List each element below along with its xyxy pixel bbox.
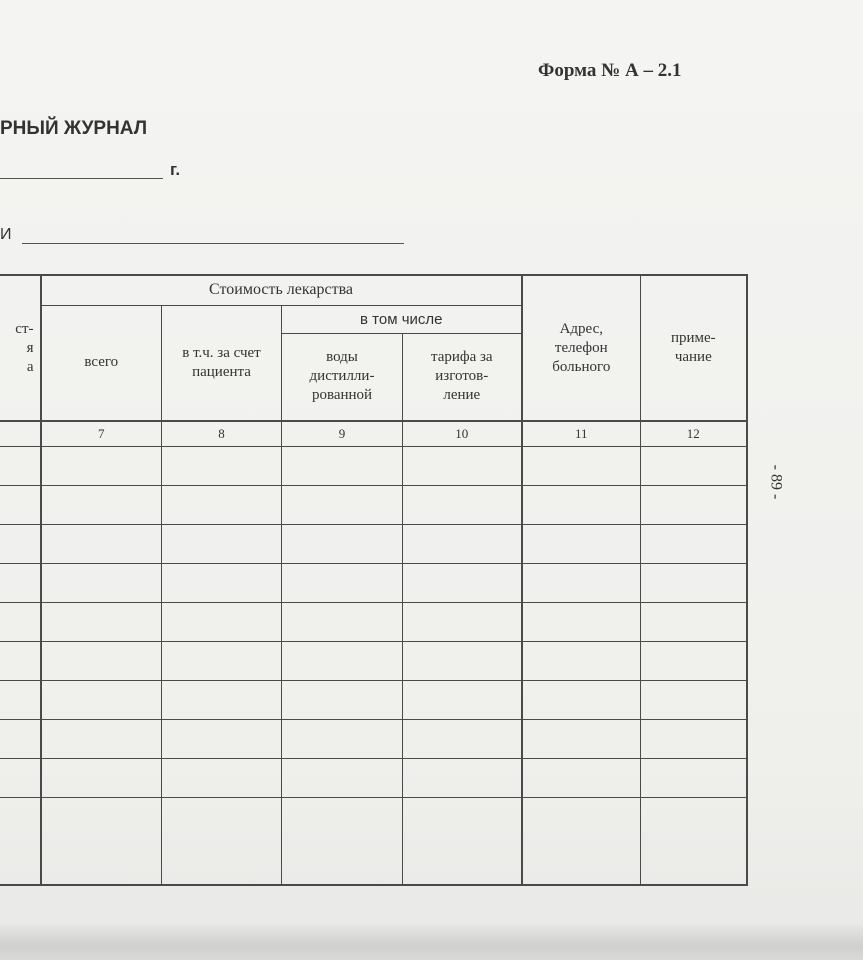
table-cell <box>162 642 282 681</box>
table-cell <box>282 681 403 720</box>
table-row <box>0 759 747 798</box>
table-cell <box>641 525 747 564</box>
year-fill-line <box>0 178 163 179</box>
page-edge-shadow <box>0 925 863 960</box>
column-number: 12 <box>641 421 747 447</box>
table-cell <box>41 681 162 720</box>
table-cell <box>641 681 747 720</box>
column-number-row <box>0 421 747 447</box>
table-cell <box>41 759 162 798</box>
table-cell <box>403 720 522 759</box>
table-cell <box>403 642 522 681</box>
table-cell <box>282 798 403 886</box>
table-row <box>0 525 747 564</box>
table-cell <box>0 642 41 681</box>
table-row <box>0 720 747 759</box>
year-suffix: г. <box>170 160 181 179</box>
table-cell <box>403 603 522 642</box>
table-cell <box>0 681 41 720</box>
column-number: 10 <box>403 421 522 447</box>
table-cell <box>0 486 41 525</box>
table-cell <box>522 564 641 603</box>
column-number: 7 <box>41 421 162 447</box>
table-cell <box>641 720 747 759</box>
journal-table-container <box>0 274 748 886</box>
column-number <box>0 421 41 447</box>
table-cell <box>641 759 747 798</box>
table-cell <box>522 486 641 525</box>
table-cell <box>162 720 282 759</box>
name-label-partial: И <box>0 226 12 243</box>
header-medicine-cost: Стоимость лекарства <box>41 275 522 305</box>
table-cell <box>403 525 522 564</box>
table-cell <box>41 642 162 681</box>
header-address: Адрес, телефон больного <box>522 275 641 421</box>
table-cell <box>41 447 162 486</box>
table-cell <box>641 603 747 642</box>
table-cell <box>282 447 403 486</box>
table-cell <box>162 681 282 720</box>
table-cell <box>282 603 403 642</box>
table-row <box>0 681 747 720</box>
table-cell <box>41 525 162 564</box>
header-including: в том числе <box>282 305 522 333</box>
table-cell <box>162 759 282 798</box>
table-cell <box>162 564 282 603</box>
name-fill-line <box>22 243 404 244</box>
table-cell <box>403 798 522 886</box>
table-cell <box>41 564 162 603</box>
page-number: - 89 - <box>767 464 784 500</box>
table-cell <box>403 486 522 525</box>
table-cell <box>522 447 641 486</box>
table-cell <box>403 681 522 720</box>
journal-title: РНЫЙ ЖУРНАЛ <box>0 118 148 139</box>
table-cell <box>0 759 41 798</box>
table-cell <box>41 603 162 642</box>
table-cell <box>41 798 162 886</box>
table-cell <box>282 642 403 681</box>
table-cell <box>282 564 403 603</box>
table-row <box>0 642 747 681</box>
table-cell <box>641 642 747 681</box>
table-cell <box>41 486 162 525</box>
table-cell <box>641 486 747 525</box>
table-cell <box>522 798 641 886</box>
header-preparation-tariff: тарифа за изготов- ление <box>403 333 522 421</box>
table-cell <box>162 447 282 486</box>
table-row <box>0 798 747 886</box>
table-cell <box>522 603 641 642</box>
form-number: Форма № А – 2.1 <box>538 60 682 81</box>
table-cell <box>0 798 41 886</box>
table-row <box>0 447 747 486</box>
column-number: 8 <box>162 421 282 447</box>
table-cell <box>41 720 162 759</box>
table-cell <box>522 525 641 564</box>
table-cell <box>403 564 522 603</box>
table-cell <box>282 759 403 798</box>
journal-table <box>0 274 748 886</box>
table-cell <box>522 759 641 798</box>
column-number: 9 <box>282 421 403 447</box>
table-cell <box>162 603 282 642</box>
table-cell <box>403 759 522 798</box>
table-cell <box>641 564 747 603</box>
table-cell <box>282 525 403 564</box>
table-cell <box>641 798 747 886</box>
table-cell <box>162 486 282 525</box>
table-cell <box>282 720 403 759</box>
table-row <box>0 564 747 603</box>
header-patient-share: в т.ч. за счет пациента <box>162 305 282 421</box>
column-number: 11 <box>522 421 641 447</box>
table-cell <box>0 720 41 759</box>
table-cell <box>0 525 41 564</box>
table-cell <box>0 564 41 603</box>
table-cell <box>0 447 41 486</box>
table-cell <box>162 525 282 564</box>
table-cell <box>641 447 747 486</box>
header-cell-partial: ст- я а <box>0 275 41 421</box>
table-cell <box>0 603 41 642</box>
table-row <box>0 603 747 642</box>
table-cell <box>282 486 403 525</box>
table-cell <box>522 642 641 681</box>
header-note: приме- чание <box>641 275 747 421</box>
table-cell <box>522 681 641 720</box>
table-cell <box>403 447 522 486</box>
table-cell <box>162 798 282 886</box>
table-row <box>0 486 747 525</box>
header-total: всего <box>41 305 162 421</box>
header-distilled-water: воды дистилли- рованной <box>282 333 403 421</box>
table-cell <box>522 720 641 759</box>
